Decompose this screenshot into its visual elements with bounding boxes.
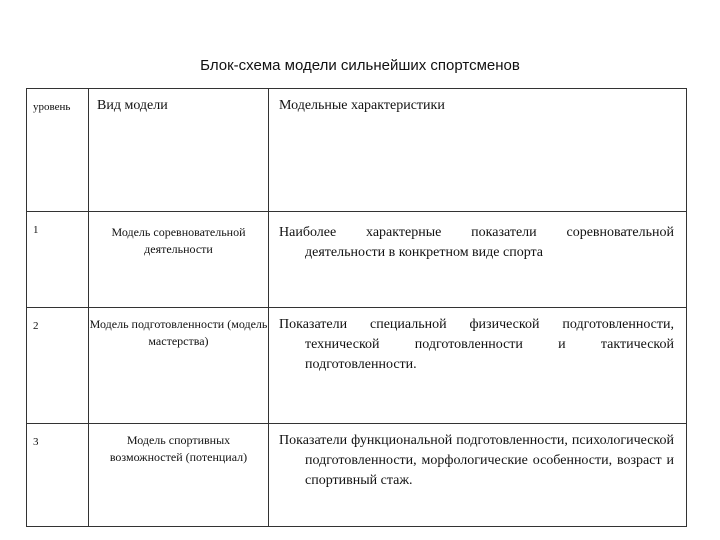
table-row [27,424,687,527]
table-row [27,212,687,308]
row-characteristics: Наиболее характерные показатели соревновательной деятельности в конкретном виде спорта [269,212,687,308]
page-title: Блок-схема модели сильнейших спортсменов [200,57,520,74]
row-model: Модель спортивных возможностей (потенциал) [89,424,269,527]
table-row [27,308,687,424]
row-model: Модель подготовленности (модель мастерства) [89,308,269,424]
row-characteristics: Показатели специальной физической подготовленности, технической подготовленности и тактической подготовленности. [269,308,687,424]
row-level: 1 [27,212,89,308]
model-table [26,88,687,527]
row-level: 2 [27,308,89,424]
table-header-row [27,89,687,212]
header-model-type: Вид модели [89,89,269,212]
row-model: Модель соревновательной деятельности [89,212,269,308]
row-level: 3 [27,424,89,527]
row-characteristics: Показатели функциональной подготовленности, психологической подготовленности, морфологические особенности, возраст и спортивный стаж. [269,424,687,527]
header-characteristics: Модельные характеристики [269,89,687,212]
header-level: уровень [27,89,89,212]
